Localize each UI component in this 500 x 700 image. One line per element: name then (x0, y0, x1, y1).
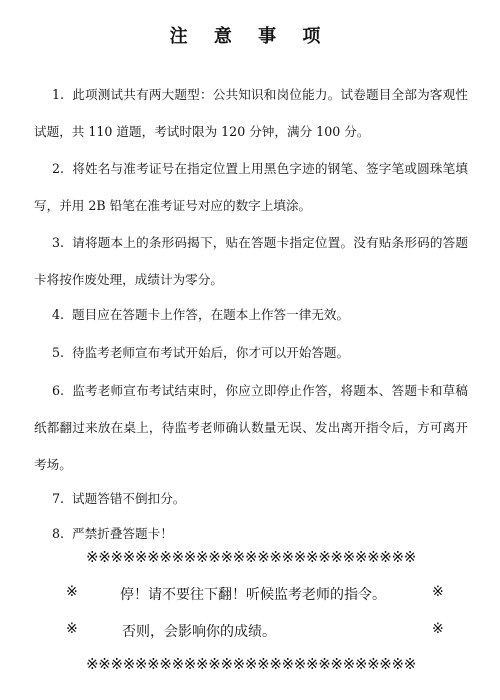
item-text: 严禁折叠答题卡！ (72, 526, 173, 541)
item-text: 将姓名与准考证号在指定位置上用黑色字迹的钢笔、签字笔或圆珠笔填写，并用 2B 铅笔在准考证号对应的数字上填涂。 (34, 161, 468, 213)
item-number: 5. (52, 345, 65, 360)
notice-line-2 (0, 621, 500, 643)
notice-line-1 (0, 584, 500, 606)
notice-border-top: ※※※※※※※※※※※※※※※※※※※※※※※※※※※ (86, 548, 416, 566)
instruction-item-6 (34, 372, 468, 483)
item-number: 4. (52, 307, 65, 322)
notice-border-bottom: ※※※※※※※※※※※※※※※※※※※※※※※※※※※ (86, 655, 416, 673)
instruction-item-8 (34, 515, 468, 552)
item-number: 6. (52, 383, 65, 398)
item-number: 2. (52, 161, 65, 176)
item-text: 待监考老师宣布考试开始后，你才可以开始答题。 (72, 345, 350, 360)
item-number: 8. (52, 526, 65, 541)
asterism-mark: ※ (432, 584, 444, 600)
instruction-item-5 (34, 334, 468, 371)
notice-consequence-text: 否则，会影响你的成绩。 (122, 624, 276, 640)
item-number: 3. (52, 235, 65, 250)
item-text: 此项测试共有两大题型：公共知识和岗位能力。试卷题目全部为客观性试题，共 110 道题，考试时限为 120 分钟，满分 100 分。 (34, 87, 468, 139)
instruction-item-1 (34, 76, 468, 150)
asterism-mark: ※ (66, 621, 78, 637)
instruction-item-7 (34, 480, 468, 517)
item-text: 监考老师宣布考试结束时，你应立即停止作答，将题本、答题卡和草稿纸都翻过来放在桌上，待监考老师确认数量无误、发出离开指令后，方可离开考场。 (34, 383, 468, 472)
item-text: 请将题本上的条形码揭下，贴在答题卡指定位置。没有贴条形码的答题卡将按作废处理，成绩计为零分。 (34, 235, 468, 287)
asterism-mark: ※ (432, 621, 444, 637)
item-text: 试题答错不倒扣分。 (72, 491, 186, 506)
page-title: 注 意 事 项 (169, 26, 331, 47)
item-text: 题目应在答题卡上作答，在题本上作答一律无效。 (72, 307, 350, 322)
instruction-item-2 (34, 150, 468, 224)
notice-warning-text: 停！请不要往下翻！听候监考老师的指令。 (120, 587, 386, 603)
instruction-item-4 (34, 296, 468, 333)
instruction-item-3 (34, 224, 468, 298)
item-number: 7. (52, 491, 65, 506)
item-number: 1. (52, 87, 65, 102)
asterism-mark: ※ (66, 584, 78, 600)
